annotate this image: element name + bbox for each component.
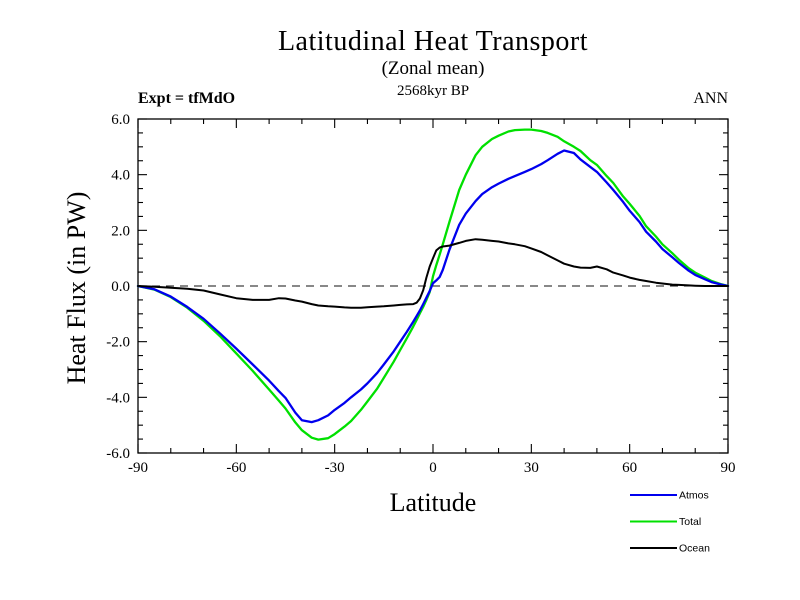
legend-ocean-label: Ocean [679, 542, 710, 555]
y-axis-title: Heat Flux (in PW) [62, 191, 91, 385]
x-tick-label: -60 [226, 460, 247, 476]
y-tick-label: -6.0 [106, 446, 130, 462]
y-tick-label: 2.0 [111, 223, 130, 240]
x-tick-label: 60 [622, 460, 638, 476]
x-tick-label: 0 [429, 460, 437, 476]
x-axis-title: Latitude [389, 488, 477, 517]
y-tick-label: -2.0 [106, 334, 130, 351]
time-label: 2568kyr BP [396, 83, 470, 99]
y-tick-label: 0.0 [111, 279, 130, 295]
experiment-label: Expt = tfMdO [138, 90, 236, 107]
x-tick-label: -30 [324, 460, 345, 476]
x-tick-label: 30 [523, 460, 539, 476]
legend-total-label: Total [679, 516, 702, 528]
x-tick-label: 90 [720, 460, 736, 476]
y-tick-label: -4.0 [106, 390, 130, 407]
x-tick-label: -90 [128, 460, 148, 476]
chart-subtitle: (Zonal mean) [381, 58, 485, 79]
legend-atmos-label: Atmos [679, 489, 709, 502]
chart-title: Latitudinal Heat Transport [277, 26, 589, 57]
season-label: ANN [693, 90, 728, 107]
y-tick-label: 4.0 [111, 167, 130, 184]
y-tick-label: 6.0 [111, 112, 130, 128]
